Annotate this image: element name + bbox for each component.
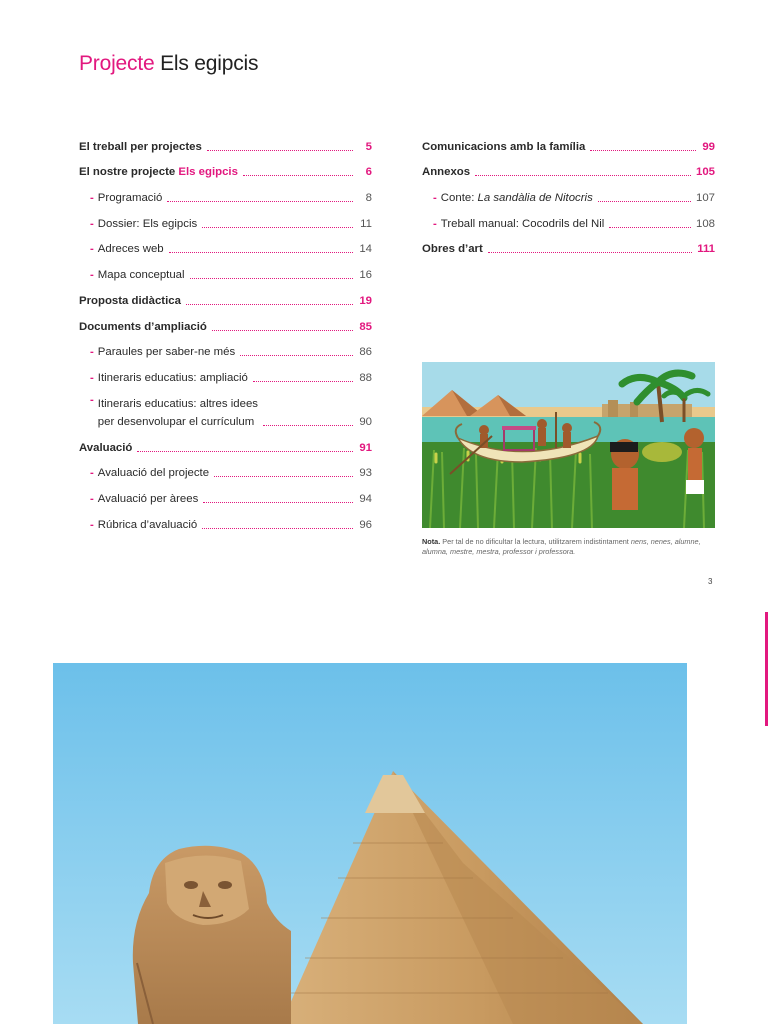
toc-entry-label-prefix: Conte: — [440, 192, 478, 205]
toc-entry-page: 5 — [365, 140, 372, 153]
toc-entry-label-line1: Itineraris educatius: altres idees — [97, 397, 258, 410]
dot-leader — [240, 355, 353, 356]
toc-subentry[interactable] — [79, 231, 372, 257]
toc-entry-label: Avaluació del projecte — [97, 467, 210, 480]
dash-bullet: - — [90, 467, 94, 480]
page-title — [79, 52, 258, 76]
dot-leader — [186, 304, 353, 305]
dot-leader — [253, 381, 353, 382]
dot-leader — [207, 150, 353, 151]
dash-bullet: - — [433, 217, 437, 230]
toc-entry-page: 85 — [359, 320, 372, 333]
note-label: Nota. — [422, 537, 441, 546]
toc-entry-page: 90 — [359, 415, 372, 428]
toc-subentry[interactable] — [79, 334, 372, 360]
toc-entry-label: Documents d’ampliació — [79, 320, 207, 333]
toc-entry-label-italic: La sandàlia de Nitocris — [477, 192, 593, 205]
dash-bullet: - — [90, 492, 94, 505]
toc-entry-label: Proposta didàctica — [79, 294, 181, 307]
toc-entry-label — [79, 165, 238, 179]
dot-leader — [190, 278, 353, 279]
toc-entry-page: 8 — [365, 192, 372, 205]
dot-leader — [167, 201, 353, 202]
toc-entry-page: 108 — [695, 217, 715, 230]
dot-leader — [214, 476, 353, 477]
dot-leader — [212, 330, 353, 331]
toc-entry-label: Comunicacions amb la família — [422, 140, 586, 153]
dash-bullet: - — [90, 346, 94, 359]
toc-entry-page: 86 — [359, 346, 372, 359]
toc-entry-label: Rúbrica d’avaluació — [97, 518, 198, 531]
dash-bullet: - — [90, 518, 94, 531]
toc-entry[interactable] — [422, 128, 715, 154]
toc-entry-label: Treball manual: Cocodrils del Nil — [440, 217, 605, 230]
dash-bullet: - — [90, 243, 94, 256]
toc-entry-label: Paraules per saber-ne més — [97, 346, 236, 359]
toc-subentry[interactable] — [422, 205, 715, 231]
editorial-note — [422, 537, 715, 557]
dash-bullet: - — [433, 192, 437, 205]
page-title-topic: Els egipcis — [160, 52, 259, 75]
toc-entry-page: 94 — [359, 492, 372, 505]
dash-bullet: - — [90, 192, 94, 205]
nile-scene-svg — [422, 362, 715, 528]
toc-subentry[interactable] — [79, 359, 372, 385]
dash-bullet: - — [90, 371, 94, 384]
sphinx-pyramid-photo — [53, 663, 687, 1024]
toc-entry-page: 105 — [695, 166, 715, 179]
toc-entry-label: Avaluació — [79, 441, 133, 454]
nile-illustration — [422, 362, 715, 528]
toc-right-column — [422, 128, 715, 256]
toc-entry-page: 11 — [360, 217, 372, 230]
toc-entry-label: Annexos — [422, 166, 471, 179]
dot-leader — [203, 502, 353, 503]
toc-entry[interactable] — [79, 308, 372, 334]
dash-bullet: - — [90, 393, 94, 406]
toc-subentry[interactable] — [79, 480, 372, 506]
toc-entry[interactable] — [79, 429, 372, 455]
dot-leader — [609, 227, 691, 228]
toc-entry-page: 19 — [359, 294, 372, 307]
dot-leader — [169, 252, 353, 253]
toc-entry-label-text: El nostre projecte — [79, 166, 179, 179]
toc-entry[interactable] — [79, 128, 372, 154]
toc-entry-page: 93 — [359, 467, 372, 480]
toc-entry-label: Programació — [97, 192, 163, 205]
dot-leader — [475, 175, 691, 176]
toc-entry-label-multiline — [98, 397, 258, 429]
toc-entry-page: 99 — [702, 140, 715, 153]
dot-leader — [243, 175, 353, 176]
dot-leader — [598, 201, 691, 202]
page-title-project: Projecte — [79, 52, 155, 75]
dot-leader — [263, 425, 353, 426]
toc-entry-label: Itineraris educatius: ampliació — [97, 371, 248, 384]
dot-leader — [202, 528, 353, 529]
toc-entry-label: El treball per projectes — [79, 140, 202, 153]
toc-entry[interactable] — [422, 154, 715, 180]
toc-entry-label: Obres d’art — [422, 243, 483, 256]
dot-leader — [202, 227, 353, 228]
note-italic: nens, nenes, alumne, alumna, mestre, mestra, professor i professora. — [422, 537, 701, 556]
toc-subentry[interactable] — [79, 179, 372, 205]
toc-entry-label: Avaluació per àrees — [97, 492, 199, 505]
toc-subentry[interactable] — [79, 256, 372, 282]
dash-bullet: - — [90, 217, 94, 230]
toc-entry-page: 6 — [365, 166, 372, 179]
toc-entry-label: Adreces web — [97, 243, 164, 256]
toc-entry-page: 107 — [695, 192, 715, 205]
toc-entry-page: 88 — [359, 371, 372, 384]
toc-entry-page: 14 — [359, 243, 372, 256]
dot-leader — [590, 150, 696, 151]
toc-subentry[interactable] — [79, 385, 372, 429]
toc-entry-label-line2: per desenvolupar el currículum — [97, 415, 255, 428]
toc-entry-label: Mapa conceptual — [97, 269, 185, 282]
toc-entry[interactable] — [79, 282, 372, 308]
page-number: 3 — [708, 577, 713, 586]
toc-subentry[interactable] — [79, 455, 372, 481]
toc-entry-page: 16 — [359, 269, 372, 282]
dot-leader — [488, 252, 692, 253]
dot-leader — [137, 451, 353, 452]
toc-entry[interactable] — [79, 154, 372, 180]
toc-entry-label-highlight: Els egipcis — [178, 166, 238, 179]
toc-entry-label: Dossier: Els egipcis — [97, 217, 198, 230]
note-text: Per tal de no dificultar la lectura, utilitzarem indistintament — [440, 537, 631, 546]
toc-subentry[interactable] — [79, 205, 372, 231]
toc-subentry[interactable] — [79, 506, 372, 532]
dash-bullet: - — [90, 269, 94, 282]
toc-entry-label — [441, 191, 593, 205]
toc-entry-page: 96 — [359, 518, 372, 531]
toc-entry-page: 91 — [359, 441, 372, 454]
sphinx-pyramid-svg — [53, 663, 687, 1024]
toc-entry[interactable] — [422, 231, 715, 257]
toc-entry-page: 111 — [697, 243, 715, 256]
toc-left-column — [79, 128, 372, 532]
toc-subentry[interactable] — [422, 179, 715, 205]
